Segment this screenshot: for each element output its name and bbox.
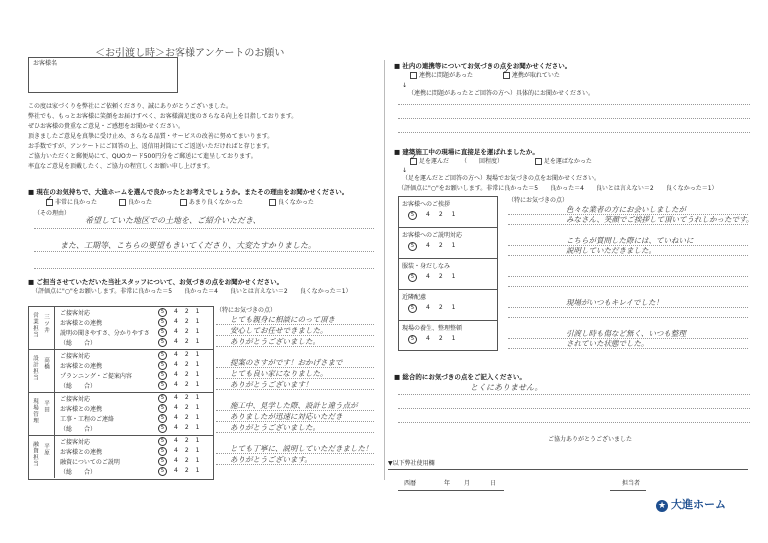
brand-logo [656,496,726,512]
item-divider [398,258,498,259]
score-option[interactable]: 4 [174,404,178,411]
score-option[interactable]: 5 [158,457,167,466]
score-option[interactable]: 2 [438,335,443,342]
site-comment: 色々な業者の方にお会いしましたが [566,205,686,214]
score-option[interactable]: 2 [184,424,189,431]
q1-answer-line: また、工期等、こちらの要望もきいてくださり、大変たすかりました。 [60,241,316,250]
q2-comment-label: （特にお気づきの点） [216,307,277,314]
answer-line [398,408,750,409]
score-option[interactable]: 2 [184,437,189,444]
staff-item-label: （総 合） [60,426,97,433]
answer-line [508,338,748,339]
intro-line: お手数ですが、アンケートにご回答の上、返信用封筒にてご返送いただければと存じます。 [28,143,274,150]
staff-item-label: 融資についてのご説明 [60,459,120,466]
answer-line [508,348,748,349]
score-option[interactable]: 4 [426,211,430,218]
q5-answer: とくにありません。 [470,383,543,392]
score-option[interactable]: 5 [158,351,167,360]
q1-option-bad[interactable]: 良くなかった [269,199,314,206]
footer-month: 月 [464,480,471,487]
score-option[interactable]: 1 [195,447,200,454]
score-option[interactable]: 5 [158,404,167,413]
intro-text [28,103,297,171]
q3-options [410,72,560,80]
answer-line [508,214,748,215]
score-option[interactable]: 5 [158,308,167,317]
staff-score-row [158,338,206,347]
score-option[interactable]: 5 [158,381,167,390]
intro-line: この度は家づくりを弊社にご依頼くださり、誠にありがとうございました。 [28,103,233,110]
answer-line [398,422,750,423]
answer-line [216,346,374,347]
staff-score-row [158,447,206,456]
score-option[interactable]: 1 [195,328,200,335]
staff-score-row [158,308,206,317]
score-option[interactable]: 1 [451,335,456,342]
answer-line [508,286,748,287]
answer-line [216,389,374,390]
site-score-row [408,211,464,220]
staff-score-row [158,381,206,390]
score-option[interactable]: 5 [408,304,417,313]
checkbox-icon [180,199,187,206]
score-option[interactable]: 4 [426,273,430,280]
answer-line [34,251,374,252]
staff-item-label: お客様との連携 [60,406,103,413]
answer-line [216,464,374,465]
staff-comment: 提案のさすがです！おかげさまで [230,358,343,367]
q4-comment-label: （特にお気づきの点） [508,197,569,204]
score-option[interactable]: 5 [408,211,417,220]
site-score-row [408,273,464,282]
score-option[interactable]: 1 [195,414,200,421]
score-option[interactable]: 1 [195,437,200,444]
site-comment: こちらが質問した際には、ていねいに [566,236,694,245]
q1-answer-line: 希望していた地区での土地を、ご紹介いただき、 [85,216,261,225]
footer-line [610,490,646,491]
staff-comment: とても良い家になりました。 [230,369,328,378]
q5-heading: ■ 総合的にお気づきの点をご記入ください。 [394,373,526,381]
answer-line [508,224,748,225]
score-option[interactable]: 2 [184,371,189,378]
staff-score-row [158,351,206,360]
checkbox-icon [119,199,126,206]
item-divider [398,320,498,321]
score-option[interactable]: 2 [184,467,189,474]
footer-staff: 担当者 [622,480,641,487]
staff-comment: 施工中、見学した際、設計と違う点が [230,401,358,410]
score-option[interactable]: 1 [451,273,456,280]
score-option[interactable]: 4 [174,381,178,388]
down-arrow-icon: ↓ [402,82,408,89]
score-option[interactable]: 2 [184,338,189,345]
score-option[interactable]: 4 [174,351,178,358]
score-option[interactable]: 4 [174,424,178,431]
staff-comment: ありがとうございます！ [230,380,313,389]
score-option[interactable]: 2 [438,304,443,311]
staff-item-label: お客様との連携 [60,363,103,370]
customer-name-box [28,57,178,93]
staff-score-row [158,328,206,337]
site-score-row [408,335,464,344]
group-divider [28,392,214,393]
staff-item-label: 工事・工程のご連絡 [60,416,115,423]
q4-option-visited[interactable]: ✓足を運んだ [410,158,449,165]
score-option[interactable]: 4 [174,361,178,368]
q4-heading: ■ 建築施工中の現場に直接足を運ばれましたか。 [394,148,539,156]
answer-line [216,432,374,433]
score-option[interactable]: 1 [195,457,200,464]
staff-name: 平原 [43,443,49,456]
answer-line [398,394,750,395]
score-option[interactable]: 5 [158,318,167,327]
score-option[interactable]: 1 [195,371,200,378]
score-option[interactable]: 5 [158,467,167,476]
score-option[interactable]: 2 [184,447,189,454]
q4-scale: （評価点に"○"をお願いします。非常に良かった＝5 良かった＝4 良いとは言えない＝2 良くなかった＝1） [398,185,718,192]
score-option[interactable]: 5 [158,414,167,423]
score-option[interactable]: 1 [195,361,200,368]
staff-item-label: （総 合） [60,383,97,390]
staff-item-label: プランニング・ご提案内容 [60,373,132,380]
score-option[interactable]: 4 [426,242,430,249]
staff-comment: とても親身に相談にのって頂き [230,315,335,324]
score-option[interactable]: 4 [174,308,178,315]
score-option[interactable]: 2 [184,328,189,335]
staff-item-label: ご接客対応 [60,439,91,446]
staff-score-row [158,371,206,380]
divider [384,60,385,480]
intro-line: 率直なご意見を頂戴したく、ご協力の程宜しくお願い申し上げます。 [28,163,214,170]
intro-line: ぜひお客様の貴重なご意見・ご感想をお聞かせください。 [28,123,185,130]
staff-score-row [158,467,206,476]
q3-option-ok[interactable]: ✓ 連携が取れていた [503,72,560,79]
site-item-label: 近隣配慮 [402,294,427,301]
office-use-line [388,469,748,470]
intro-line: 弊社でも、もっとお客様に笑顔をお届けすべく、お客様満足度のさらなる向上を目指しております。 [28,113,298,120]
score-option[interactable]: 1 [451,304,456,311]
score-option[interactable]: 2 [184,404,189,411]
site-item-label: お客様へのご説明対応 [402,232,463,239]
staff-comment: とても丁寧に、説明していただきました！ [230,444,373,453]
q1-options [46,199,314,207]
staff-comment: ありがとうございます。 [230,455,312,464]
q1-heading: ■ 現在のお気持ちで、大進ホームを選んで良かったとお考えでしょうか。またその理由をお聞かせください。 [28,188,349,196]
staff-item-label: 説明の聞きやすさ、分かりやすさ [60,330,150,337]
answer-line [34,228,374,229]
score-option[interactable]: 4 [174,457,178,464]
q4-options [410,158,592,166]
score-option[interactable]: 4 [174,371,178,378]
col-divider [54,306,55,349]
score-option[interactable]: 4 [174,394,178,401]
logo-text: 大進ホーム [671,498,726,511]
staff-score-row [158,361,206,370]
intro-line: ご協力いただくと郵便局にて、QUOカード500円分をご郵送にて進呈しております。 [28,153,257,160]
score-option[interactable]: 5 [408,242,417,251]
site-comment: されていた状態でした。 [566,339,649,348]
footer-era: 西暦 [404,480,417,487]
staff-item-label: お客様との連携 [60,320,103,327]
staff-dept: 設計担当 [32,355,38,381]
score-option[interactable]: 2 [184,318,189,325]
checkbox-icon [410,72,417,79]
group-divider [28,349,214,350]
staff-comment: ありがとうございました。 [230,337,320,346]
staff-comment: ありましたが迅速に対応いただき [230,412,343,421]
score-option[interactable]: 2 [184,394,189,401]
staff-score-row [158,424,206,433]
staff-dept: 営業担当 [32,312,38,338]
score-option[interactable]: 1 [195,308,200,315]
footer-day: 日 [490,480,497,487]
staff-score-row [158,414,206,423]
group-divider [28,435,214,436]
q3-heading: ■ 社内の連携等についてお気づきの点をお聞かせください。 [394,62,572,70]
site-comment: 説明していただきました。 [566,246,656,255]
down-arrow-icon: ↓ [402,167,408,174]
staff-name: 高橋 [43,357,49,370]
q4-option-times: （ 回程度） [460,158,503,165]
site-score-row [408,242,464,251]
answer-line [34,268,374,269]
score-option[interactable]: 5 [158,328,167,337]
answer-line [508,276,748,277]
score-option[interactable]: 4 [174,447,178,454]
score-option[interactable]: 5 [158,447,167,456]
q2-heading: ■ ご担当させていただいた当社スタッフについて、お気づきの点をお聞かせください。 [28,278,284,286]
footer-line [398,490,504,491]
score-option[interactable]: 4 [174,318,178,325]
site-comment: 現場がいつもキレイでした！ [566,298,664,307]
site-item-label: 現場の養生、整理整頓 [402,325,463,332]
score-option[interactable]: 1 [195,394,200,401]
intro-line: 頂きましたご意見を真摯に受け止め、さらなる品質・サービスの改善に努めてまいります。 [28,133,274,140]
q1-option-good[interactable]: 良かった [119,199,152,206]
staff-score-row [158,437,206,446]
q4-option-not-visited[interactable]: 足を運ばなかった [535,158,592,165]
col-divider [54,435,55,478]
staff-item-label: （総 合） [60,469,97,476]
site-item-label: 服装・身だしなみ [402,263,451,270]
score-option[interactable]: 5 [158,338,167,347]
score-option[interactable]: 1 [451,242,456,249]
score-option[interactable]: 1 [195,351,200,358]
score-option[interactable]: 2 [184,361,189,368]
staff-item-label: ご接客対応 [60,353,91,360]
score-option[interactable]: 1 [195,467,200,474]
score-option[interactable]: 1 [195,381,200,388]
staff-name: 三ツ井 [43,314,49,334]
answer-line [508,307,748,308]
col-divider [54,392,55,435]
check-icon [410,158,417,165]
q1-option-not-good[interactable]: あまり良くなかった [180,199,243,206]
q4-follow: （足を運んだとご回答の方へ）現場でお気づきの点をお聞かせください。 [402,175,601,182]
staff-item-label: ご接客対応 [60,396,91,403]
score-option[interactable]: 2 [184,414,189,421]
score-option[interactable]: 5 [158,394,167,403]
score-option[interactable]: 2 [438,242,443,249]
staff-comment: ありがとうございました。 [230,423,320,432]
score-option[interactable]: 2 [184,351,189,358]
score-option[interactable]: 4 [174,328,178,335]
staff-dept: 融資担当 [32,441,38,467]
score-option[interactable]: 1 [451,211,456,218]
staff-comment: 安心してお任せできました。 [230,326,328,335]
item-divider [398,289,498,290]
score-option[interactable]: 4 [174,338,178,345]
answer-line [398,118,750,119]
customer-name-label: お客様名 [33,60,58,67]
item-divider [398,227,498,228]
score-option[interactable]: 2 [184,308,189,315]
q3-option-problem[interactable]: 連携に問題があった [410,72,473,79]
score-option[interactable]: 5 [158,437,167,446]
score-option[interactable]: 1 [195,318,200,325]
score-option[interactable]: 2 [184,457,189,464]
score-option[interactable]: 4 [174,414,178,421]
q1-reason-label: （その理由） [34,210,71,217]
score-option[interactable]: 5 [158,371,167,380]
staff-score-row [158,404,206,413]
answer-line [508,255,748,256]
q2-scale: （評価点に"○"をお願いします。非常に良かった＝5 良かった＝4 良いとは言えない＝2 良くなかった＝1） [32,288,352,295]
score-option[interactable]: 1 [195,338,200,345]
site-comment: 引渡し時も傷など無く、いつも整理 [566,329,686,338]
score-option[interactable]: 5 [408,273,417,282]
answer-line [508,317,748,318]
score-option[interactable]: 2 [184,381,189,388]
q1-option-very-good[interactable]: ✓非常に良かった [46,199,97,206]
score-option[interactable]: 4 [426,335,430,342]
staff-score-row [158,394,206,403]
score-option[interactable]: 1 [195,404,200,411]
staff-score-row [158,457,206,466]
score-option[interactable]: 4 [174,437,178,444]
answer-line [508,245,748,246]
site-item-label: お客様へのご挨拶 [402,201,451,208]
score-option[interactable]: 1 [195,424,200,431]
score-option[interactable]: 5 [158,424,167,433]
score-option[interactable]: 2 [438,273,443,280]
score-option[interactable]: 4 [426,304,430,311]
answer-line [398,104,750,105]
footer-year: 年 [444,480,451,487]
staff-name: 平田 [43,400,49,413]
check-icon [46,199,53,206]
staff-dept: 現場管理 [32,398,38,424]
staff-item-label: お客様との連携 [60,449,103,456]
page-title: ＜お引渡し時＞お客様アンケートのお願い [95,48,285,59]
star-icon: ★ [657,501,667,511]
checkbox-icon [269,199,276,206]
checkbox-icon [535,158,542,165]
score-option[interactable]: 4 [174,467,178,474]
site-comment: みなさん、笑顔でご挨拶して頂いてうれしかったです。 [566,215,754,224]
score-option[interactable]: 5 [158,361,167,370]
site-score-row [408,304,464,313]
office-use-label: ▼以下弊社使用欄 [388,460,435,467]
answer-line [398,132,750,133]
score-option[interactable]: 2 [438,211,443,218]
staff-score-row [158,318,206,327]
thanks-text: ご協力ありがとうございました [548,436,633,443]
q3-follow: （連携に問題があったとご回答の方へ）具体的にお聞かせください。 [408,90,594,97]
staff-item-label: （総 合） [60,340,97,347]
check-icon [503,72,510,79]
score-option[interactable]: 5 [408,335,417,344]
col-divider [54,349,55,392]
staff-item-label: ご接客対応 [60,310,91,317]
